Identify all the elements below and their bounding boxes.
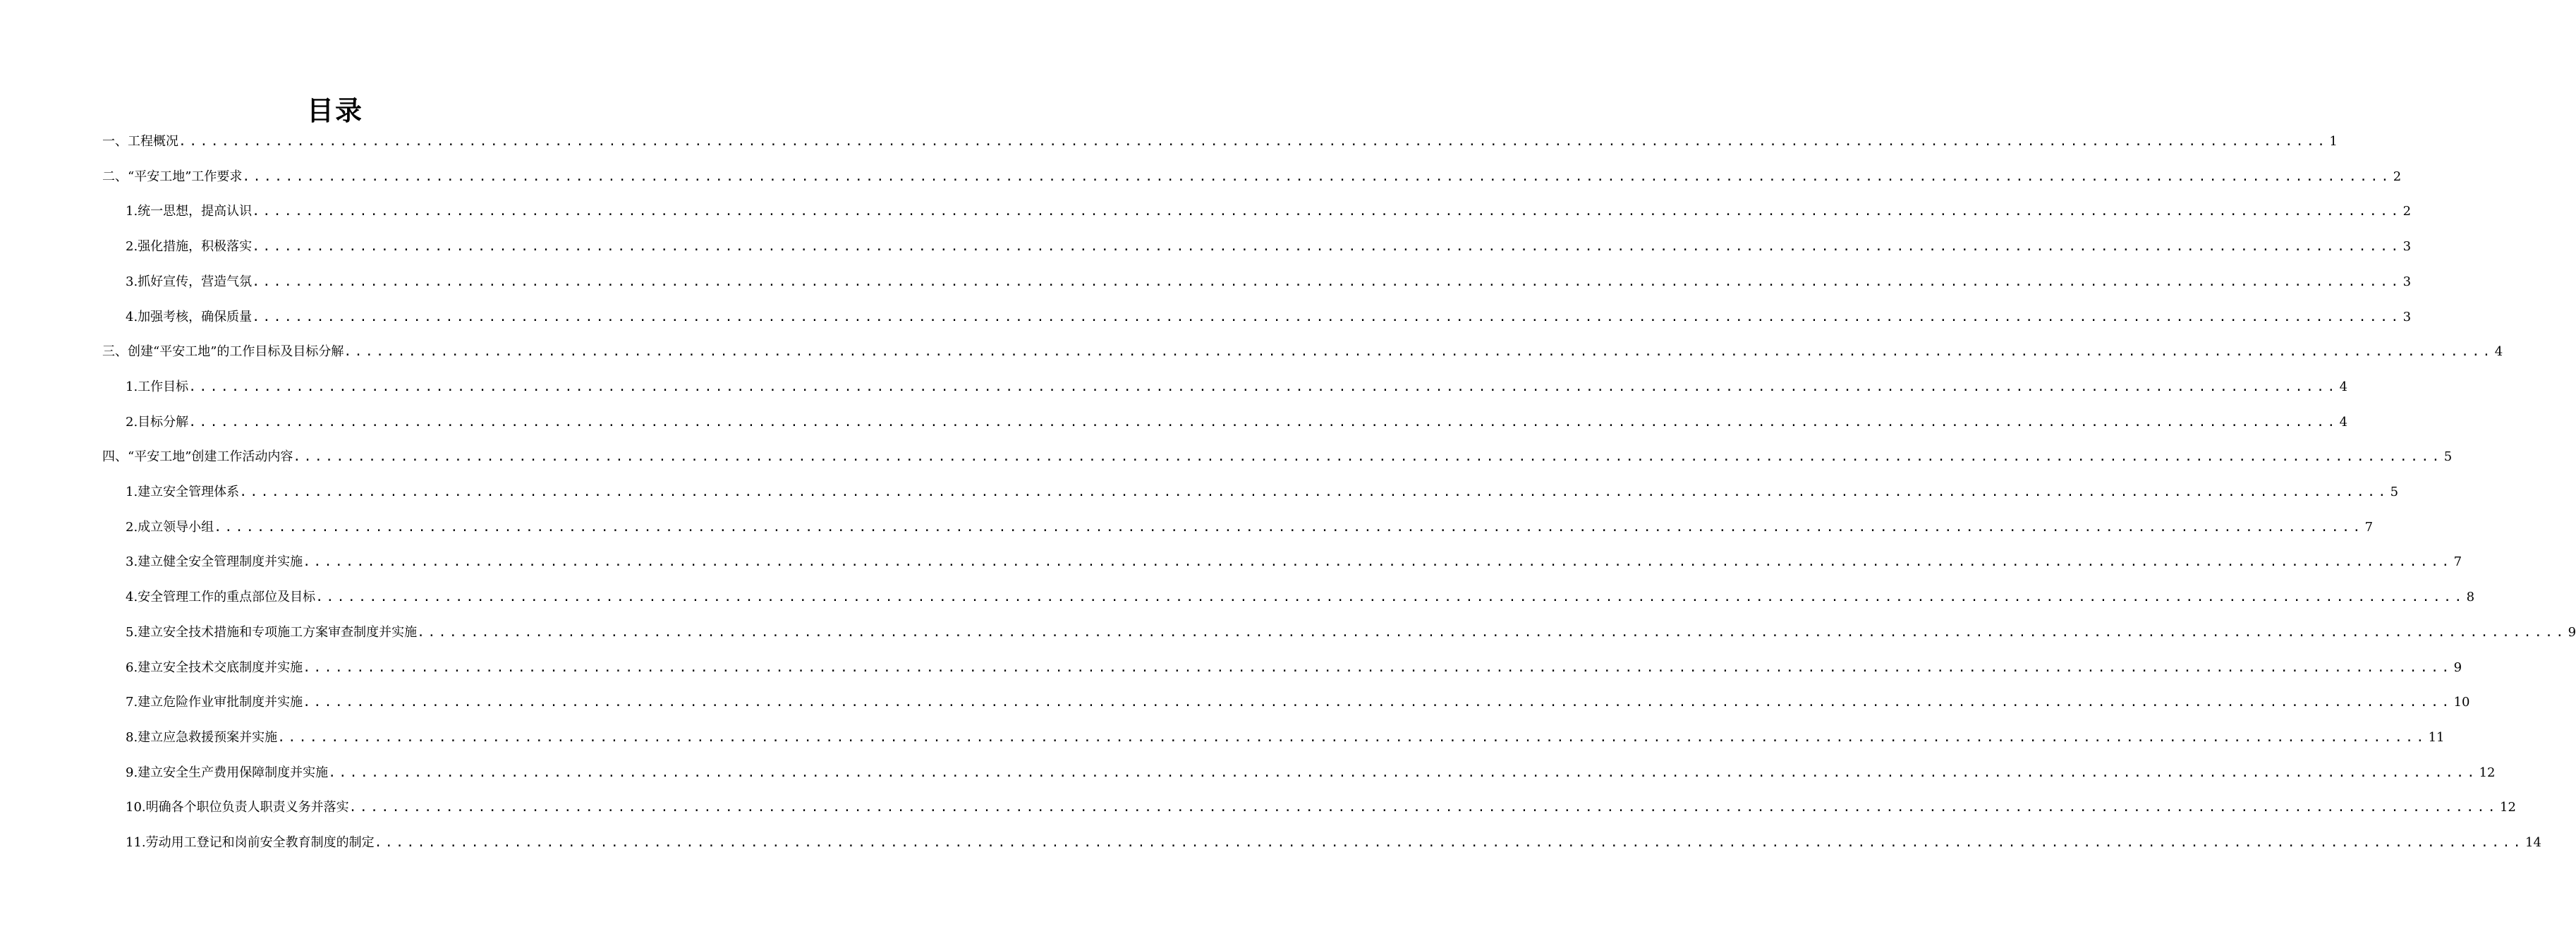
toc-entry[interactable] [126, 797, 2516, 818]
toc-entry[interactable] [126, 692, 2470, 713]
toc-entry-text: 10.明确各个职位负责人职责义务并落实 [126, 800, 349, 815]
toc-entry[interactable] [126, 762, 2496, 784]
toc-entry[interactable] [102, 341, 2503, 363]
toc-entry-text: 4.加强考核，确保质量 [126, 309, 253, 324]
toc-entry[interactable] [102, 166, 2402, 188]
toc-entry-text: 2.目标分解 [126, 414, 189, 430]
toc-page-number: 3 [2402, 274, 2412, 289]
toc-entry[interactable] [126, 657, 2462, 679]
toc-entry-text: 9.建立安全生产费用保障制度并实施 [126, 765, 329, 780]
page-title: 目录 [306, 95, 363, 126]
toc-entry-text: 3.抓好宣传，营造气氛 [126, 274, 253, 289]
toc-page-number: 10 [2453, 695, 2470, 710]
dot-leader: ........................................................................................................................................................................................................ [344, 344, 2493, 360]
toc-entry-text: 1.工作目标 [126, 379, 189, 394]
toc-entry-text: 7.建立危险作业审批制度并实施 [126, 695, 303, 710]
toc-entry-text: 一、工程概况 [102, 134, 178, 149]
dot-leader: ........................................................................................................................................................................................................ [303, 554, 2453, 570]
toc-page-number: 5 [2390, 485, 2399, 499]
toc-page-number: 2 [2402, 204, 2412, 219]
dot-leader: ........................................................................................................................................................................................................ [242, 169, 2392, 184]
toc-entry[interactable] [126, 236, 2412, 257]
dot-leader: ........................................................................................................................................................................................................ [293, 449, 2443, 465]
toc-entry[interactable] [126, 307, 2412, 328]
toc-entry[interactable] [126, 587, 2475, 608]
toc-page-number: 5 [2443, 449, 2453, 465]
toc-entry-text: 1.建立安全管理体系 [126, 485, 240, 499]
toc-page-number: 12 [2500, 800, 2516, 815]
toc-entry[interactable] [126, 552, 2462, 573]
toc-page-number: 7 [2453, 554, 2462, 570]
toc-entry-text: 2.强化措施，积极落实 [126, 239, 253, 255]
toc-entry[interactable] [126, 272, 2412, 293]
dot-leader: ........................................................................................................................................................................................................ [252, 309, 2402, 324]
dot-leader: ........................................................................................................................................................................................................ [188, 379, 2338, 394]
toc-page-number: 2 [2393, 169, 2402, 184]
dot-leader: ........................................................................................................................................................................................................ [252, 239, 2402, 255]
toc-entry-text: 二、“平安工地”工作要求 [102, 169, 243, 184]
toc-page-number: 4 [2339, 379, 2348, 394]
dot-leader: ........................................................................................................................................................................................................ [328, 765, 2478, 780]
dot-leader: ........................................................................................................................................................................................................ [303, 695, 2453, 710]
dot-leader: ........................................................................................................................................................................................................ [214, 519, 2364, 535]
dot-leader: ........................................................................................................................................................................................................ [374, 835, 2525, 850]
toc-page-number: 7 [2364, 519, 2374, 535]
toc-entry[interactable] [126, 412, 2348, 433]
dot-leader: ........................................................................................................................................................................................................ [252, 204, 2402, 219]
toc-entry[interactable] [126, 727, 2445, 748]
toc-page-number: 8 [2466, 590, 2475, 605]
toc-entry[interactable] [102, 446, 2453, 468]
toc-entry[interactable] [126, 377, 2348, 398]
dot-leader: ........................................................................................................................................................................................................ [315, 590, 2465, 605]
toc-entry[interactable] [126, 517, 2374, 538]
toc-page-number: 1 [2329, 134, 2338, 149]
toc-entry-text: 1.统一思想，提高认识 [126, 204, 253, 219]
dot-leader: ........................................................................................................................................................................................................ [188, 414, 2338, 430]
toc-page-number: 12 [2479, 765, 2496, 780]
dot-leader: ........................................................................................................................................................................................................ [303, 660, 2453, 675]
toc-entry[interactable] [126, 201, 2412, 222]
toc-page-number: 4 [2339, 414, 2348, 430]
toc-page-number: 4 [2494, 344, 2503, 360]
dot-leader: ........................................................................................................................................................................................................ [239, 485, 2389, 499]
toc-entry-text: 11.劳动用工登记和岗前安全教育制度的制定 [126, 835, 375, 850]
dot-leader: ........................................................................................................................................................................................................ [348, 800, 2499, 815]
toc-entry[interactable] [126, 832, 2541, 853]
toc-page-number: 3 [2402, 309, 2412, 324]
dot-leader: ........................................................................................................................................................................................................ [417, 624, 2567, 640]
dot-leader: ........................................................................................................................................................................................................ [178, 134, 2328, 149]
toc-entry-text: 三、创建“平安工地”的工作目标及目标分解 [102, 344, 344, 360]
toc-entry-text: 8.建立应急救援预案并实施 [126, 729, 278, 745]
toc-entry[interactable] [126, 482, 2399, 503]
toc-page-number: 9 [2568, 624, 2576, 640]
dot-leader: ........................................................................................................................................................................................................ [277, 729, 2427, 745]
toc-page-number: 3 [2402, 239, 2412, 255]
toc-entry-text: 3.建立健全安全管理制度并实施 [126, 554, 303, 570]
toc-page-number: 11 [2428, 729, 2445, 745]
toc-entry-text: 4.安全管理工作的重点部位及目标 [126, 590, 316, 605]
toc-entry[interactable] [126, 622, 2576, 643]
toc-entry-text: 6.建立安全技术交底制度并实施 [126, 660, 303, 675]
dot-leader: ........................................................................................................................................................................................................ [252, 274, 2402, 289]
toc-entry[interactable] [102, 131, 2338, 152]
toc-entry-text: 四、“平安工地”创建工作活动内容 [102, 449, 293, 465]
toc-entry-text: 2.成立领导小组 [126, 519, 214, 535]
toc-entry-text: 5.建立安全技术措施和专项施工方案审查制度并实施 [126, 624, 418, 640]
toc-page-number: 14 [2525, 835, 2541, 850]
toc-page-number: 9 [2453, 660, 2462, 675]
